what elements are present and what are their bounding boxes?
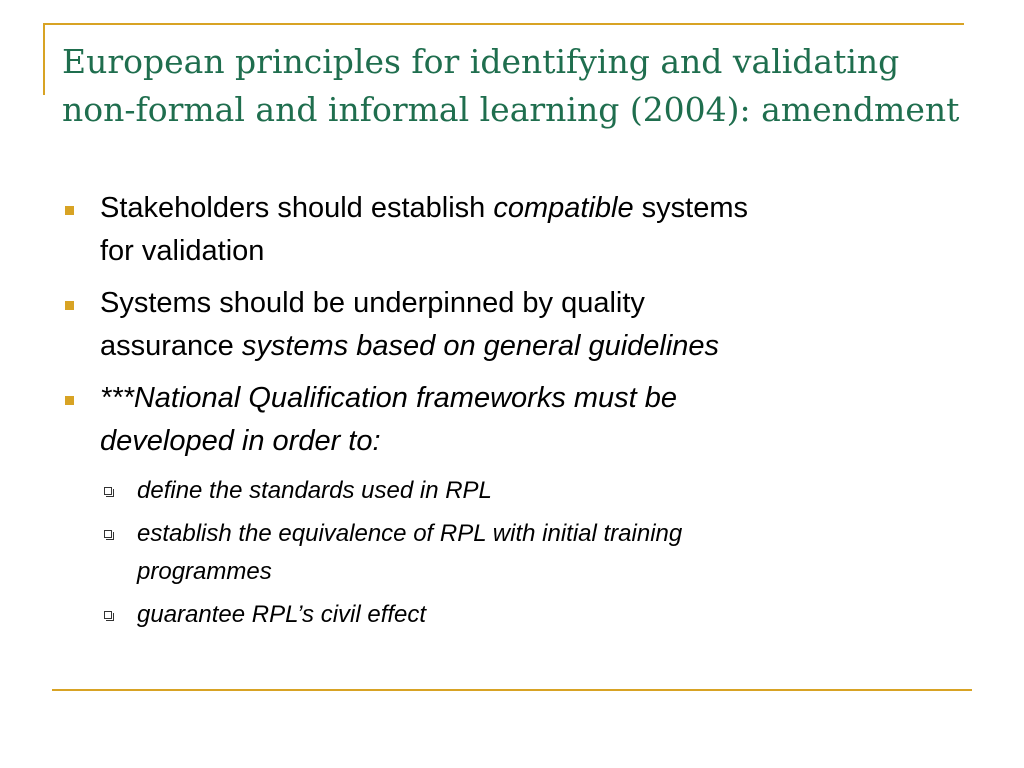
bullet-emphasis: compatible xyxy=(493,192,634,224)
bullet-text: systems xyxy=(633,192,749,224)
sub-bullet-line: programmes xyxy=(137,558,272,585)
bullet-line: for validation xyxy=(100,235,265,267)
square-bullet-icon xyxy=(65,396,74,405)
bullet-text: Stakeholders should establish xyxy=(100,192,494,224)
top-rule xyxy=(43,23,964,25)
sub-bullet-line: guarantee RPL’s civil effect xyxy=(137,601,427,628)
bullet-line: ***National Qualification frameworks must be xyxy=(100,382,678,414)
sub-bullet-item xyxy=(62,515,962,591)
sub-bullet-item xyxy=(62,472,962,510)
title-line-2: non-formal and informal learning (2004): amendment xyxy=(62,90,960,129)
bottom-rule xyxy=(52,689,972,691)
sub-bullet-line: establish the equivalence of RPL with initial training xyxy=(137,520,683,547)
title-line-1: European principles for identifying and validating xyxy=(62,42,900,81)
bullet-emphasis: systems based on general guidelines xyxy=(241,330,720,362)
bullet-item xyxy=(62,377,962,463)
bullet-item xyxy=(62,187,962,273)
square-bullet-icon xyxy=(65,206,74,215)
square-bullet-icon xyxy=(65,301,74,310)
hollow-square-bullet-icon xyxy=(104,611,112,619)
bullet-line: developed in order to: xyxy=(100,425,381,457)
bullet-line: Systems should be underpinned by quality xyxy=(100,287,645,319)
bullet-line xyxy=(100,325,962,368)
sub-bullet-item xyxy=(62,596,962,634)
slide-title xyxy=(62,38,1002,134)
hollow-square-bullet-icon xyxy=(104,487,112,495)
bullet-line xyxy=(100,187,962,230)
bullet-item xyxy=(62,282,962,368)
bullet-list xyxy=(62,187,962,639)
bullet-text: assurance xyxy=(100,330,242,362)
sub-bullet-line: define the standards used in RPL xyxy=(137,477,492,504)
left-rule xyxy=(43,23,45,95)
hollow-square-bullet-icon xyxy=(104,530,112,538)
